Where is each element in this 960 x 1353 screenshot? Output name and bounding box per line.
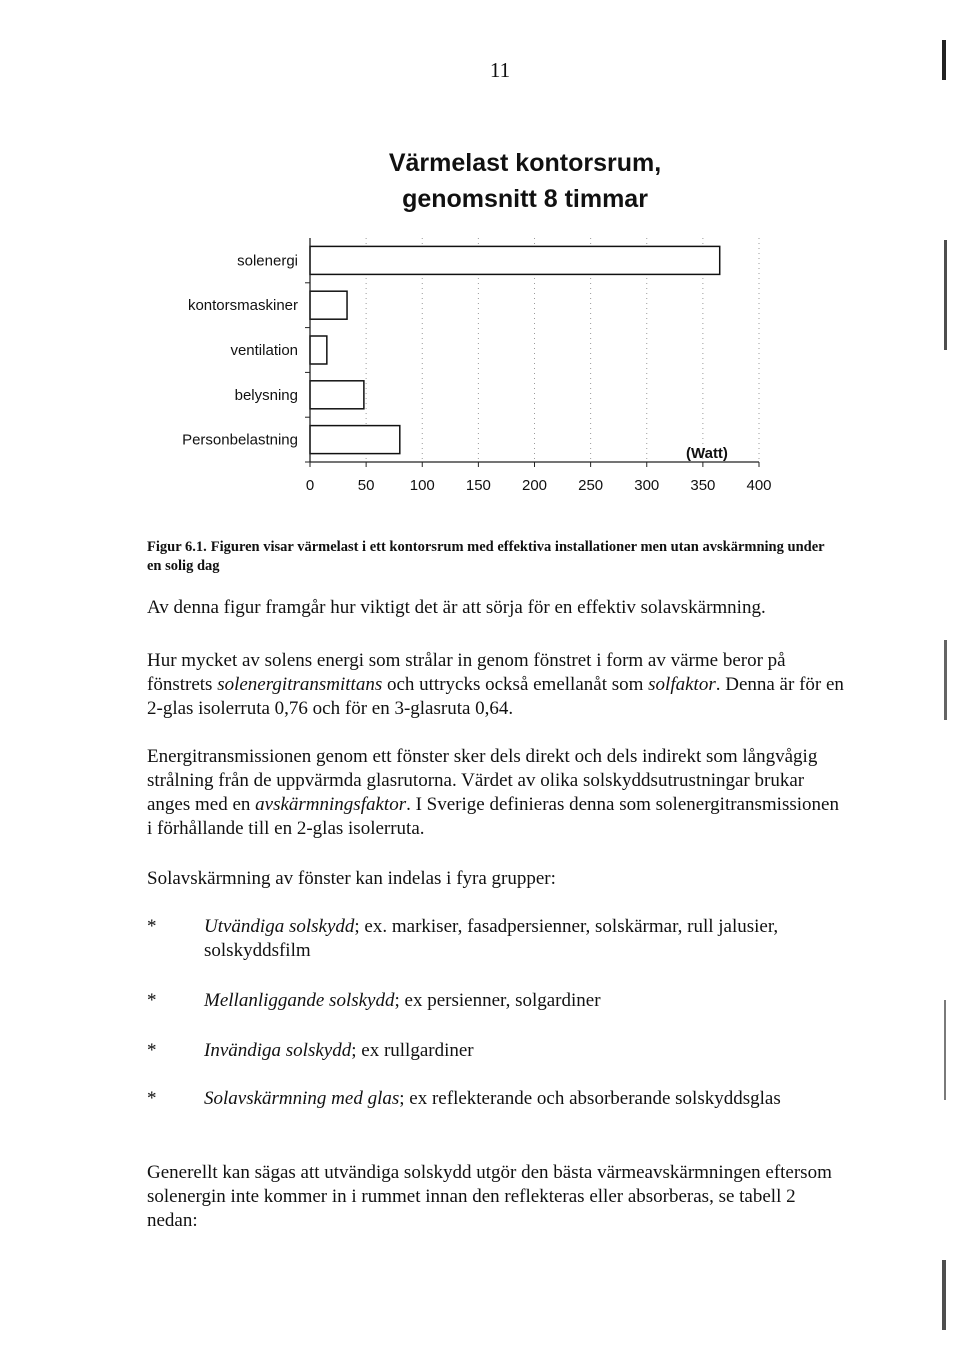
bullet-term: Utvändiga solskydd — [204, 916, 355, 937]
paragraph-3 — [147, 745, 847, 841]
bullet-rest: ; ex. markiser, fasadpersienner, solskärmar, rull jalusier, solskyddsfilm — [204, 916, 779, 961]
bullet-text — [204, 989, 824, 1013]
paragraph-2-term-1: solenergitransmittans — [217, 674, 383, 695]
bullet-rest: ; ex reflekterande och absorberande solskyddsglas — [399, 1088, 781, 1109]
chart-title-line-2: genomsnitt 8 timmar — [402, 185, 648, 213]
paragraph-3-term: avskärmningsfaktor — [255, 794, 407, 815]
category-label-belysning: belysning — [234, 386, 298, 404]
bullet-text — [204, 915, 824, 963]
chart-title-line-1: Värmelast kontorsrum, — [388, 149, 662, 177]
paragraph-1: Av denna figur framgår hur viktigt det är att sörja för en effektiv solavskärmning. — [147, 597, 766, 618]
paragraph-2-text-b: och uttrycks också emellanåt som — [382, 674, 649, 695]
x-tick-label-400: 400 — [746, 477, 772, 494]
bar-belysning — [310, 381, 364, 409]
chart-title — [330, 145, 720, 217]
x-tick-label-100: 100 — [409, 477, 435, 494]
paragraph-3-text-a: Energitransmissionen genom ett fönster sker dels direkt och dels indirekt som långvågig strålning från de uppvärmda glasrutorna. Värdet av olika solskyddsutrustningar brukar anges med en — [147, 746, 818, 815]
chart-bars — [310, 246, 720, 453]
x-tick-label-250: 250 — [578, 477, 604, 494]
figure-caption — [147, 538, 827, 576]
category-label-kontorsmaskiner: kontorsmaskiner — [187, 297, 298, 315]
scan-artifact — [942, 1260, 946, 1330]
paragraph-2-text-a: Hur mycket av solens energi som strålar in genom fönstret i form av värme beror på fönstrets — [147, 650, 786, 695]
paragraph-4: Solavskärmning av fönster kan indelas i fyra grupper: — [147, 868, 556, 889]
bullet-star: * — [147, 1040, 157, 1061]
bullet-term: Invändiga solskydd — [204, 1040, 352, 1061]
bar-solenergi — [310, 246, 720, 274]
bar-kontorsmaskiner — [310, 291, 347, 319]
bullet-term: Mellanliggande solskydd — [204, 990, 395, 1011]
category-label-personbelastning: Personbelastning — [182, 431, 298, 449]
caption-text: Figuren visar värmelast i ett kontorsrum med effektiva installationer men utan avskärmning under en solig dag — [147, 539, 825, 574]
chart-labels — [182, 252, 771, 494]
page-number: 11 — [489, 58, 511, 82]
x-tick-label-350: 350 — [690, 477, 716, 494]
scan-artifact — [942, 40, 946, 80]
chart-unit-label: (Watt) — [686, 445, 728, 462]
x-tick-label-50: 50 — [357, 477, 375, 494]
paragraph-2-term-2: solfaktor — [648, 674, 716, 695]
category-label-solenergi: solenergi — [237, 252, 298, 270]
x-tick-label-150: 150 — [465, 477, 491, 494]
scan-artifact — [944, 640, 947, 720]
bullet-star: * — [147, 916, 157, 937]
paragraph-5: Generellt kan sägas att utvändiga solskydd utgör den bästa värmeavskärmningen eftersom solenergin inte kommer in i rummet innan den reflekteras eller absorberas, se tabell 2 nedan: — [147, 1162, 832, 1231]
bullet-term: Solavskärmning med glas — [204, 1088, 400, 1109]
x-tick-label-0: 0 — [305, 477, 315, 494]
x-tick-label-200: 200 — [521, 477, 548, 494]
bullet-star: * — [147, 990, 157, 1011]
bullet-rest: ; ex rullgardiner — [351, 1040, 474, 1061]
bullet-text — [204, 1039, 824, 1063]
category-label-ventilation: ventilation — [230, 342, 298, 359]
bullet-rest: ; ex persienner, solgardiner — [394, 990, 601, 1011]
bar-personbelastning — [310, 426, 400, 454]
scan-artifact — [944, 1000, 946, 1100]
paragraph-2-text-c: . Denna är för en 2-glas isolerruta 0,76 och för en 3-glasruta 0,64. — [147, 674, 844, 719]
bullet-star: * — [147, 1088, 157, 1109]
bar-ventilation — [310, 336, 327, 364]
paragraph-2 — [147, 649, 847, 721]
caption-label: Figur 6.1. — [147, 539, 207, 555]
heat-load-bar-chart — [0, 230, 960, 510]
paragraph-3-text-b: . I Sverige definieras denna som solenergitransmissionen i förhållande till en 2-glas isolerruta. — [147, 794, 839, 839]
x-tick-label-300: 300 — [634, 477, 660, 494]
scan-artifact — [944, 240, 947, 350]
bullet-text — [204, 1087, 824, 1111]
